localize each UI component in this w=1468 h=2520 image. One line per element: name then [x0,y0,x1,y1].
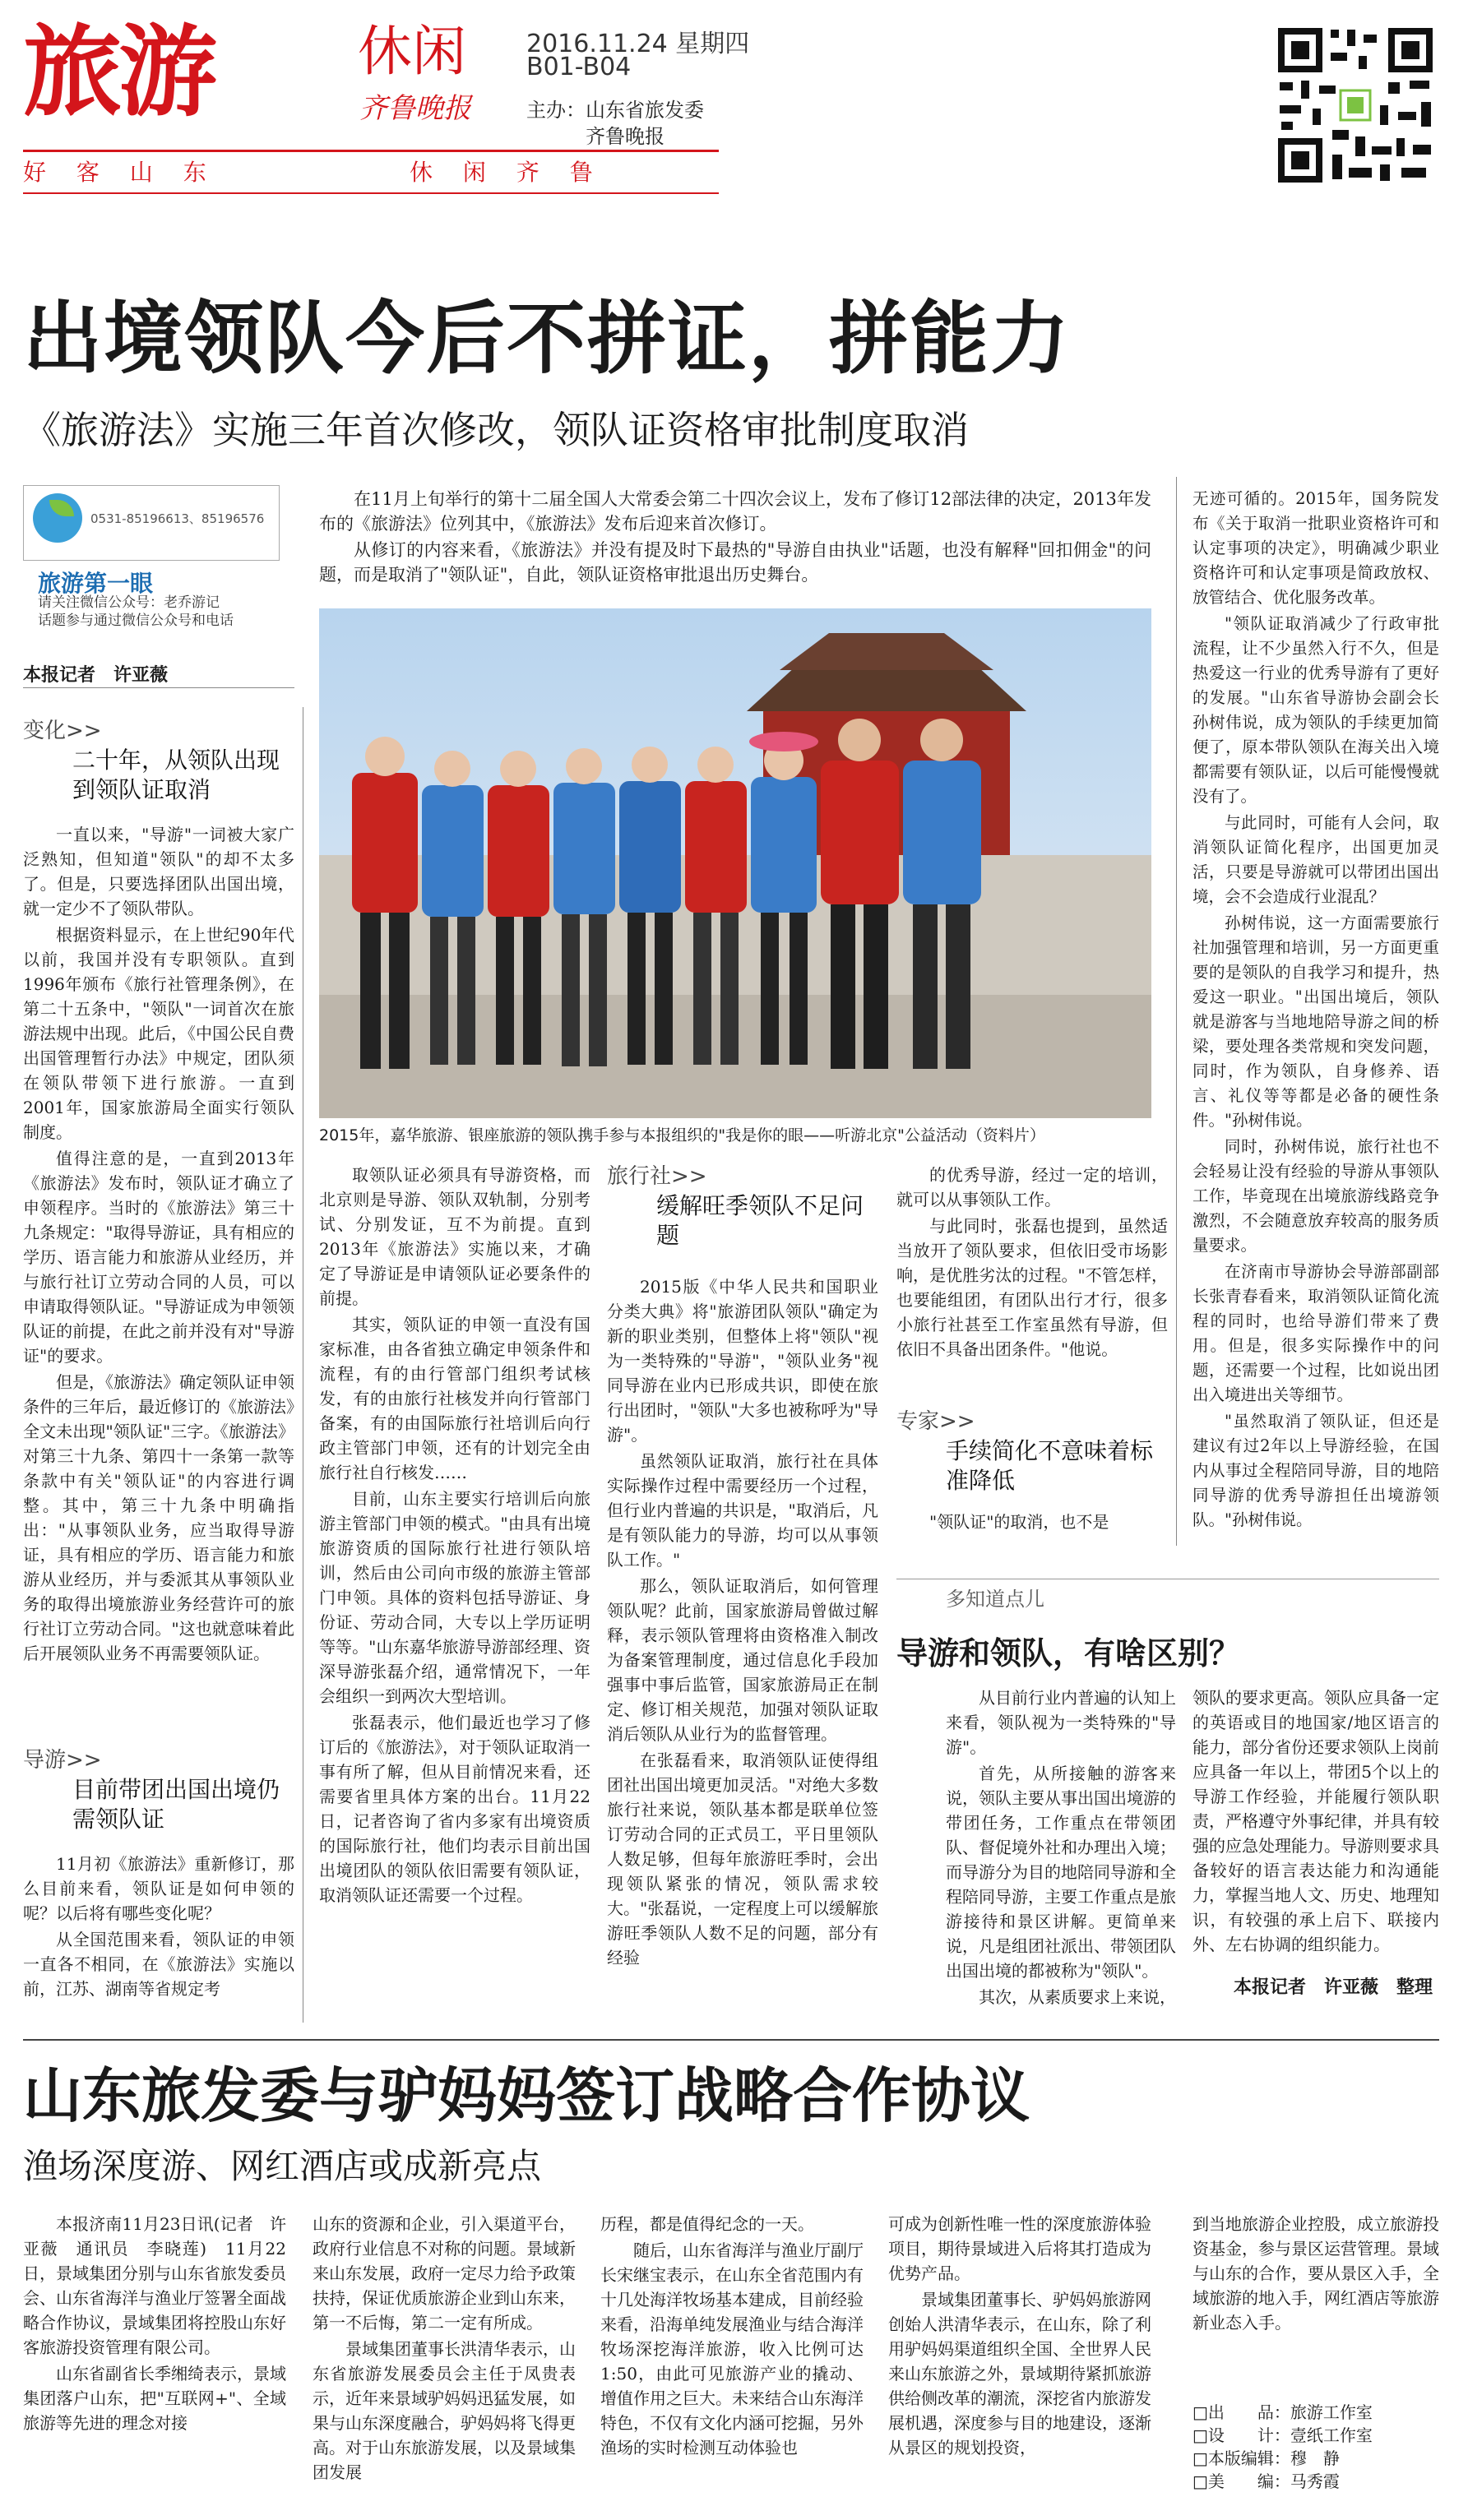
sponsor-line-1: 主办：山东省旅发委 [526,99,704,122]
paragraph: "领队证"的取消，也不是 [929,1512,1109,1532]
paragraph: 领队的要求更高。领队应具备一定的英语或目的地国家/地区语言的能力，部分省份还要求领队上岗前应具备一年以上，带团5个以上的导游工作经验，并能履行领队职责，严格遵守外事纪律，并具有较强的应急处理能力。导游则要求具备较好的语言表达能力和沟通能力，掌握当地人文、历史、地理知识，有较强的承上启下、联接内外、左右协调的组织能力。 [1192,1688,1439,1954]
paragraph: 根据资料显示，在上世纪90年代以前，我国并没有专职领队。直到1996年颁布《旅行社管理条例》，在第二十五条中，"领队"一词首次在旅游法规中出现。此后，《中国公民自费出国管理暂行办法》中规定，团队须在领队带领下进行旅游。一直到2001年，国家旅游局全面实行领队制度。 [23,925,294,1142]
page-range: B01-B04 [526,53,632,81]
paragraph: 目前，山东主要实行培训后向旅游主管部门申领的模式。"由具有出境旅游资质的国际旅行社进行领队培训，然后由公司向市级的旅游主管部门申领。具体的资料包括导游证、身份证、劳动合同，大专以上学历证明等等。"山东嘉华旅游导游部经理、资深导游张磊介绍，通常情况下，一年会组织一到两次大型培训。 [319,1489,590,1706]
credit-line: □设 计：壹纸工作室 [1192,2425,1373,2445]
paragraph: 与此同时，可能有人会问，取消领队证简化程序，出国更加灵活，只要是导游就可以带团出国出境，会不会造成行业混乱？ [1192,813,1439,906]
section-title: 缓解旺季领队不足问题 [656,1192,864,1249]
section-tag: 导游>> [23,1748,102,1773]
paragraph: 其实，领队证的申领一直没有国家标准，由各省独立确定申领条件和流程，有的由行管部门组织考试核发，有的由旅行社核发并向行管部门备案，有的由国际旅行社培训后向行政主管部门申领，还有的计划完全由旅行社自行核发…… [319,1315,590,1482]
paragraph: 一直以来，"导游"一词被大家广泛熟知，但知道"领队"的却不太多了。但是，只要选择团队出国出境，就一定少不了领队带队。 [23,825,294,918]
paragraph: 同时，孙树伟说，旅行社也不会轻易让没有经验的导游从事领队工作，毕竟现在出境旅游线路竞争激烈，不会随意放弃较高的服务质量要求。 [1192,1137,1439,1255]
paragraph: 在张磊看来，取消领队证使得组团社出国出境更加灵活。"对绝大多数旅行社来说，领队基本都是联单位签订劳动合同的正式员工，平日里领队人数足够，但每年旅游旺季时，会出现领队紧张的情况，领队需求较大。"张磊说，一定程度上可以缓解旅游旺季领队人数不足的问题，部分有经验 [607,1750,878,1967]
story1-byline: 本报记者 许亚薇 [23,665,169,686]
story1-column-4b [896,1510,1168,1536]
section-agency [607,1159,878,1251]
paragraph: 值得注意的是，一直到2013年《旅游法》发布时，领队证才确立了申领程序。当时的《旅游法》第三十九条规定："取得导游证，具有相应的学历、语言能力和旅游从业经历，并与旅行社订立劳动合同的人员，可以申请取得领队证。"导游证成为申领领队证的前提，在此之前并没有对"导游证"的要求。 [23,1149,294,1366]
masthead-rule [23,150,719,152]
slogan-left: 好 客 山 东 [23,159,218,186]
paragraph: 那么，领队证取消后，如何管理领队呢？此前，国家旅游局曾做过解释，表示领队管理将由资格准入制改为备案管理制度，通过信息化手段加强事中事后监管，国家旅游局正在制定、修订相关规范，加强对领队证取消后领队从业行为的监督管理。 [607,1576,878,1744]
paragraph: 本报济南11月23日讯(记者 许亚薇 通讯员 李晓莲) 11月22日，景域集团分别与山东省旅发委员会、山东省海洋与渔业厅签署全面战略合作协议，景域集团将控股山东好客旅游投资管理有限公司。 [23,2214,286,2357]
paragraph: 11月初《旅游法》重新修订，那么目前来看，领队证是如何申领的呢？以后将有哪些变化呢？ [23,1854,294,1923]
sponsor [526,97,704,150]
paragraph: 到当地旅游企业控股，成立旅游投资基金，参与景区运营管理。景域与山东的合作，要从景区入手，全域旅游的地入手，网红酒店等旅游新业态入手。 [1192,2214,1439,2333]
photo-caption: 2015年，嘉华旅游、银座旅游的领队携手参与本报组织的"我是你的眼——听游北京"公益活动（资料片） [319,1126,1045,1144]
section-title: 手续简化不意味着标准降低 [946,1437,1154,1494]
credit-line: □本版编辑：穆 静 [1192,2448,1340,2468]
story2-subheadline: 渔场深度游、网红酒店或成新亮点 [23,2146,542,2186]
logo-note-2: 话题参与通过微信公众号和电话 [38,613,234,629]
story2-column-3 [600,2212,864,2462]
slogan [23,155,718,187]
story1-column-2 [319,1163,590,1909]
divider [23,687,294,688]
section-tag: 变化>> [23,719,102,743]
story1-column-5 [1192,487,1439,1534]
sponsor-line-2: 齐鲁晚报 [586,125,665,148]
logo-phone: 0531-85196613、85196576 [90,511,265,526]
know-byline: 本报记者 许亚薇 整理 [1234,1977,1433,1998]
story2-column-2 [313,2212,576,2486]
section-tag: 专家>> [896,1409,975,1434]
credit-line: □出 品：旅游工作室 [1192,2402,1373,2422]
paragraph: 虽然领队证取消，旅行社在具体实际操作过程中需要经历一个过程，但行业内普遍的共识是，"取消后，凡是有领队能力的导游，均可以从事领队工作。" [607,1451,878,1570]
logo-name: 旅游第一眼 [38,570,154,597]
lead-paragraph-1: 在11月上旬举行的第十二届全国人大常委会第二十四次会议上，发布了修订12部法律的决定，2013年发布的《旅游法》位列其中，《旅游法》发布后迎来首次修订。 [319,489,1151,534]
paragraph: 从目前行业内普遍的认知上来看，领队视为一类特殊的"导游"。 [946,1688,1176,1757]
know-tag: 多知道点儿 [946,1588,1044,1611]
paragraph: 在济南市导游协会导游部副部长张青春看来，取消领队证简化流程的同时，也给导游们带来了费用。但是，很多实际操作中的问题，还需要一个过程，比如说出团出入境进出关等细节。 [1192,1262,1439,1404]
logo-notes [38,594,234,630]
section-guide [23,1743,294,1834]
paragraph: 取领队证必须具有导游资格，而北京则是导游、领队双轨制，分别考试、分别发证，互不为前提。直到2013年《旅游法》实施以来，才确定了导游证是申请领队证必要条件的前提。 [319,1165,590,1308]
section-change [23,714,294,805]
paragraph: 历程，都是值得纪念的一天。 [600,2214,814,2234]
story-divider [23,2039,1439,2041]
paragraph: 山东的资源和企业，引入渠道平台，政府行业信息不对称的问题。景域新来山东发展，政府一定尽力给予政策扶持，保证优质旅游企业到山东来，第一不后悔，第二一定有所成。 [313,2214,576,2333]
paragraph: 从全国范围来看，领队证的申领一直各不相同，在《旅游法》实施以前，江苏、湖南等省规定考 [23,1930,294,1999]
paragraph: 的优秀导游，经过一定的培训，就可以从事领队工作。 [896,1165,1168,1209]
know-title: 导游和领队，有啥区别？ [896,1635,1241,1672]
paragraph: 2015版《中华人民共和国职业分类大典》将"旅游团队领队"确定为新的职业类别，但整体上将"领队"视为一类特殊的"导游"，"领队业务"视同导游在业内已形成共识，即使在旅行出团时，"领队"大多也被称呼为"导游"。 [607,1277,878,1445]
story1-column-4 [896,1163,1168,1363]
paragraph: 与此同时，张磊也提到，虽然适当放开了领队要求，但依旧受市场影响，是优胜劣汰的过程。"不管怎样，也要能组团，有团队出行才行，很多小旅行社甚至工作室虽然有导游，但依旧不具备出团条件。"他说。 [896,1216,1168,1359]
story2-headline: 山东旅发委与驴妈妈签订战略合作协议 [23,2061,1030,2130]
story1-lead [319,487,1151,589]
masthead-rule-bottom [23,192,719,194]
paragraph: "虽然取消了领队证，但还是建议有过2年以上导游经验，在国内从事过全程陪同导游，目的地陪同导游的优秀导游担任出境游领队。"孙树伟说。 [1192,1412,1439,1529]
paragraph: 无迹可循的。2015年，国务院发布《关于取消一批职业资格许可和认定事项的决定》，明确减少职业资格许可和认定事项是简政放权、放管结合、优化服务改革。 [1192,489,1439,607]
section-expert [896,1404,1168,1496]
know-column-1 [946,1685,1176,2011]
masthead-subtitle: 休闲 [358,20,466,83]
section-tag: 旅行社>> [607,1164,707,1189]
paper-logo: 齐鲁晚报 [359,92,471,125]
paragraph: 但是，《旅游法》确定领队证申领条件的三年后，最近修订的《旅游法》全文未出现"领队证"三字。《旅游法》对第三十九条、第四十一条第一款等条款中有关"领队证"的内容进行调整。其中，第三十九条中明确指出："从事领队业务，应当取得导游证，具有相应的学历、语言能力和旅游从业经历，并与委派其从事领队业务的取得出境旅游业务经营许可的旅行社订立劳动合同。"这也就意味着此后开展领队业务不再需要领队证。 [23,1372,294,1663]
story1-column-1b [23,1852,294,2003]
masthead-title: 旅游 [23,14,214,130]
paragraph: 其次，从素质要求上来说， [979,1987,1176,2007]
paragraph: 可成为创新性唯一性的深度旅游体验项目，期待景域进入后将其打造成为优势产品。 [888,2214,1151,2283]
paragraph: 山东省副省长季缃绮表示，景域集团落户山东，把"互联网+"、全域旅游等先进的理念对接 [23,2364,286,2433]
story2-column-5 [1192,2212,1439,2337]
paragraph: 景域集团董事长、驴妈妈旅游网创始人洪清华表示，在山东，除了利用驴妈妈渠道组织全国、全世界人民来山东旅游之外，景域期待紧抓旅游供给侧改革的潮流，深挖省内旅游发展机遇，深度参与目的地建设，逐渐从景区的规划投资， [888,2290,1151,2458]
paragraph: 张磊表示，他们最近也学习了修订后的《旅游法》，对于领队证取消一事有所了解，但从目前情况来看，还需要省里具体方案的出台。11月22日，记者咨询了省内多家有出境资质的国际旅行社，他们均表示目前出国出境团队的领队依旧需要有领队证，取消领队证还需要一个过程。 [319,1713,590,1905]
issue-date: 2016.11.24 星期四 [526,30,750,58]
paragraph: 孙树伟说，这一方面需要旅行社加强管理和培训，另一方面更重要的是领队的自我学习和提升，热爱这一职业。"出国出境后，领队就是游客与当地地陪导游之间的桥梁，要处理各类常规和突发问题，同时，作为领队，自身修养、语言、礼仪等等都是必备的硬性条件。"孙树伟说。 [1192,913,1439,1130]
story1-subheadline: 《旅游法》实施三年首次修改，领队证资格审批制度取消 [23,408,969,452]
qr-code-icon[interactable] [1273,23,1438,187]
slogan-right: 休 闲 齐 鲁 [410,159,604,186]
lead-paragraph-2: 从修订的内容来看，《旅游法》并没有提及时下最热的"导游自由执业"话题，也没有解释"回扣佣金"的问题，而是取消了"领队证"，自此，领队证资格审批退出历史舞台。 [319,540,1151,585]
logo-note-1: 请关注微信公众号：老乔游记 [38,594,220,611]
section-title: 二十年，从领队出现到领队证取消 [72,747,280,803]
story2-column-1 [23,2212,286,2437]
know-column-2 [1192,1685,1439,1958]
story1-photo [319,608,1151,1118]
credit-line: □美 编：马秀霞 [1192,2471,1340,2491]
column-divider [1176,477,1177,1546]
story2-column-4 [888,2212,1151,2462]
paragraph: "领队证取消减少了行政审批流程，让不少虽然入行不久，但是热爱这一行业的优秀导游有了更好的发展。"山东省导游协会副会长孙树伟说，成为领队的手续更加简便了，原本带队领队在海关出入境都需要有领队证，以后可能慢慢就没有了。 [1192,614,1439,806]
story1-column-3 [607,1274,878,1972]
paragraph: 首先，从所接触的游客来说，领队主要从事出国出境游的带团任务，工作重点在带领团队、督促境外社和办理出入境；而导游分为目的地陪同导游和全程陪同导游，主要工作重点是旅游接待和景区讲解。更简单来说，凡是组团社派出、带领团队出国出境的都被称为"领队"。 [946,1764,1176,1981]
story1-column-1 [23,822,294,1667]
section-title: 目前带团出国出境仍需领队证 [72,1776,280,1833]
story1-headline: 出境领队今后不拼证，拼能力 [23,293,1071,385]
credits [1192,2401,1373,2493]
paragraph: 景域集团董事长洪清华表示，山东省旅游发展委员会主任于凤贵表示，近年来景域驴妈妈迅猛发展，如果与山东深度融合，驴妈妈将飞得更高。对于山东旅游发展，以及景域集团发展 [313,2339,576,2482]
paragraph: 随后，山东省海洋与渔业厅副厅长宋继宝表示，在山东全省范围内有十几处海洋牧场基本建成，目前经验来看，沿海单纯发展渔业与结合海洋牧场深挖海洋旅游，收入比例可达1:50，由此可见旅游产业的撬动、增值作用之巨大。未来结合山东海洋特色，不仅有文化内涵可挖掘，另外渔场的实时检测互动体验也 [600,2240,864,2458]
